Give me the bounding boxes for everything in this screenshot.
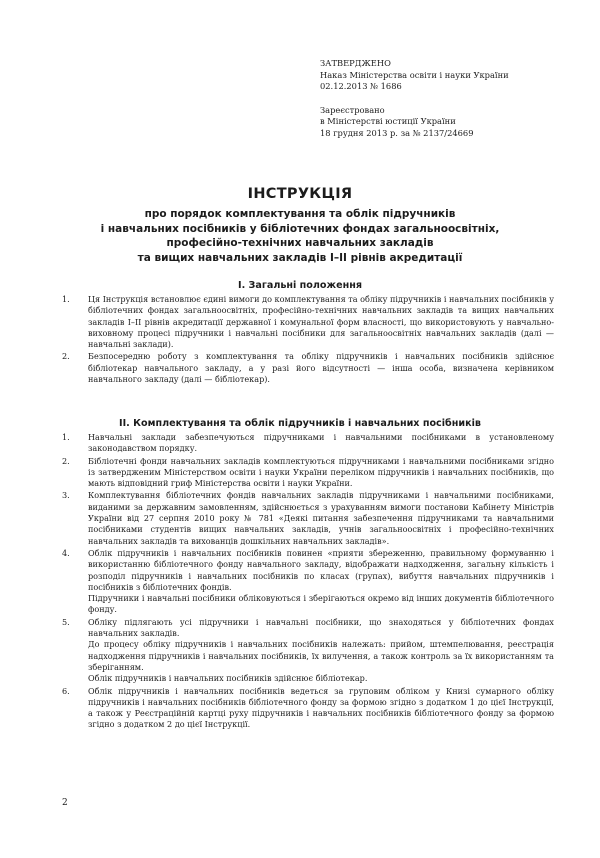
list-item: [62, 432, 554, 455]
registration-line: Зареєстровано: [320, 104, 385, 115]
item-text: Безпосередню роботу з комплектування та обліку підручників і навчальних посібників здійснює бібліотекар навчального закладу, а у разі його відсутності — інша особа, визначена керівником навчального закладу (далі — бібліотекар).: [88, 351, 554, 385]
document-subtitle: [0, 207, 600, 265]
item-number: 4.: [62, 547, 70, 558]
item-number: 2.: [62, 455, 70, 466]
item-number: 1.: [62, 432, 70, 442]
item-number: 6.: [62, 685, 70, 696]
item-number: 1.: [62, 294, 70, 304]
section-heading-acquisition: II. Комплектування та облік підручників і навчальних посібників: [119, 418, 481, 429]
approval-stamp: [320, 58, 580, 140]
list-item: [62, 490, 554, 546]
list-item: [62, 548, 554, 616]
subtitle-line: про порядок комплектування та облік підручників: [144, 208, 456, 220]
item-paragraph: До процесу обліку підручників і навчальних посібників належать: прийом, штемпелювання, реєстрація надходження підручників і навчальних посібників, їх вилучення, а також контроль за їх використанням та зберіганням.: [88, 639, 554, 672]
item-text: Облік підручників і навчальних посібників ведеться за груповим обліком у Книзі сумарного обліку підручників і навчальних посібників бібліотечного фонду за формою згідно з додатком 1 до цієї Інструкції, а також у Реєстраційній картці руху підручників і навчальних посібників бібліотечного фонду за формою згідно з додатком 2 до цієї Інструкції.: [88, 685, 554, 730]
item-text: Навчальні заклади забезпечуються підручниками і навчальними посібниками в установленому законодавством порядку.: [88, 432, 554, 454]
registration-line: 18 грудня 2013 р. за № 2137/24669: [320, 127, 474, 138]
approval-line: Наказ Міністерства освіти і науки України: [320, 69, 509, 80]
subtitle-line: та вищих навчальних закладів I–II рівнів акредитації: [137, 251, 463, 264]
section-heading-general: I. Загальні положення: [238, 280, 362, 291]
list-item: [62, 617, 554, 685]
item-text: Обліку підлягають усі підручники і навчальні посібники, що знаходяться у бібліотечних фондах навчальних закладів.: [88, 616, 554, 639]
section1-list: [62, 294, 554, 386]
page-number: 2: [62, 798, 68, 808]
registration-line: в Міністерстві юстиції України: [320, 116, 456, 127]
item-text: Бібліотечні фонди навчальних закладів комплектуються підручниками і навчальними посібниками згідно із затвердженим Міністерством освіти і науки України переліком підручників і навчальних посібників, що мають відповідний гриф Міністерства освіти і науки України.: [88, 455, 554, 489]
item-text: Облік підручників і навчальних посібників повинен «прияти збереженню, правильному формуванню і використанню бібліотечного фонду навчального закладу, відображати надходження, загальну кількість і розподіл підручників і навчальних посібників по класах (групах), вибуття навчальних підручників і посібників з бібліотечних фондів.: [88, 547, 554, 592]
item-paragraph: Підручники і навчальні посібники обліковуються і зберігаються окремо від інших документів бібліотечного фонду.: [88, 593, 554, 615]
item-text: Комплектування бібліотечних фондів навчальних закладів підручниками і навчальними посібниками, виданими за державним замовленням, здійснюється з урахуванням вимоги постанови Кабінету Міністрів України від 27 серпня 2010 року № 781 «Деякі питання забезпечення підручниками та навчальними посібниками студентів вищих навчальних закладів, учнів загальноосвітніх і професійно-технічних навчальних закладів та вихованців дошкільних навчальних закладів».: [88, 490, 554, 546]
list-item: [62, 456, 554, 490]
list-item: [62, 351, 554, 385]
list-item: [62, 686, 554, 731]
item-number: 5.: [62, 616, 70, 627]
approval-line: 02.12.2013 № 1686: [320, 81, 402, 92]
approval-line: ЗАТВЕРДЖЕНО: [320, 58, 391, 68]
subtitle-line: і навчальних посібників у бібліотечних фондах загальноосвітніх,: [100, 222, 500, 235]
item-number: 3.: [62, 490, 70, 501]
section2-list: [62, 432, 554, 732]
document-title: ІНСТРУКЦІЯ: [247, 186, 353, 202]
subtitle-line: професійно-технічних навчальних закладів: [166, 237, 434, 250]
item-number: 2.: [62, 351, 70, 362]
list-item: [62, 294, 554, 350]
item-text: Ця Інструкція встановлює єдині вимоги до комплектування та обліку підручників і навчальних посібників у бібліотечних фондах загальноосвітніх, професійно-технічних навчальних закладів та вищих навчальних закладів I–II рівнів акредитації державної і комунальної форм власності, що використовують у навчально-виховному процесі підручники і навчальні посібники для загальноосвітніх навчальних закладів (далі — навчальні заклади).: [88, 294, 554, 350]
item-paragraph: Облік підручників і навчальних посібників здійснює бібліотекар.: [88, 673, 368, 684]
